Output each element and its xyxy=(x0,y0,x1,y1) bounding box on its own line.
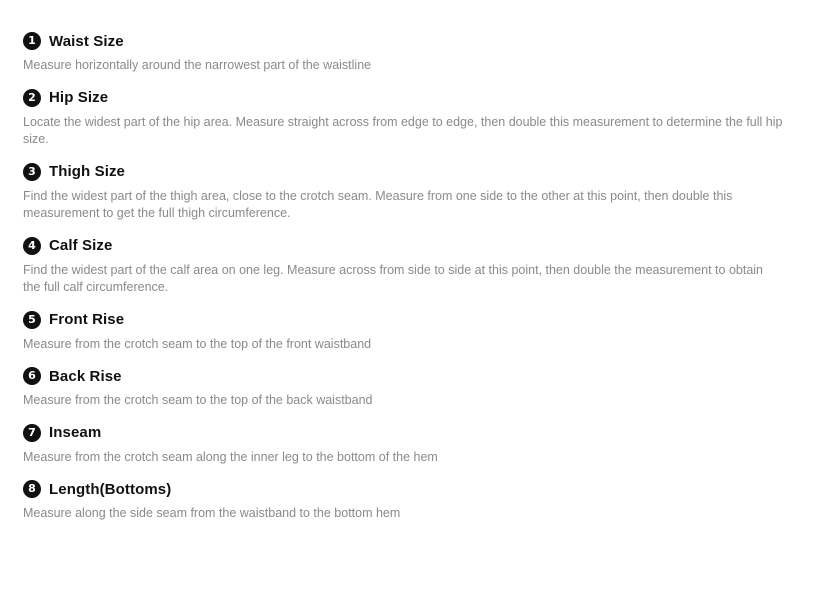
measurement-title: Hip Size xyxy=(49,89,109,106)
measurement-title: Calf Size xyxy=(49,237,113,254)
number-badge-icon: 2 xyxy=(23,89,41,107)
measurement-item-length-bottoms xyxy=(23,479,793,523)
measurement-title: Inseam xyxy=(49,424,102,441)
measurement-item-thigh-size xyxy=(23,162,793,223)
measurement-title: Back Rise xyxy=(49,367,122,385)
measurement-title: Front Rise xyxy=(49,311,125,328)
measurement-item-hip-size xyxy=(23,88,793,149)
measurement-description: Measure horizontally around the narrowest part of the waistline xyxy=(23,58,372,72)
measurement-description: Measure from the crotch seam to the top of the back waistband xyxy=(23,393,373,407)
number-badge-icon: 8 xyxy=(23,480,41,498)
measurement-item-header xyxy=(23,236,793,256)
measurement-item-waist-size xyxy=(23,31,793,75)
number-badge-icon: 1 xyxy=(23,32,41,50)
measurement-item-back-rise xyxy=(23,366,793,410)
measurement-item-inseam xyxy=(23,423,793,467)
measurement-item-front-rise xyxy=(23,310,793,354)
measurement-title: Length(Bottoms) xyxy=(49,480,172,498)
measurement-description: Measure from the crotch seam along the inner leg to the bottom of the hem xyxy=(23,449,438,464)
measurement-item-header xyxy=(23,88,793,108)
measurement-title: Thigh Size xyxy=(49,163,125,180)
measurement-description: Find the widest part of the thigh area, close to the crotch seam. Measure from one side to the other at this point, then double this measurement to get the full thigh circumference. xyxy=(23,188,733,220)
number-badge-icon: 4 xyxy=(23,237,41,255)
number-badge-icon: 3 xyxy=(23,163,41,181)
measurement-item-header xyxy=(23,479,793,499)
measurement-description: Locate the widest part of the hip area. Measure straight across from edge to edge, then double this measurement to determine the full hip size. xyxy=(23,114,783,146)
number-badge-icon: 6 xyxy=(23,367,41,385)
measurement-item-header xyxy=(23,423,793,443)
measurement-item-header xyxy=(23,366,793,386)
number-badge-icon: 7 xyxy=(23,424,41,442)
measurement-item-header xyxy=(23,310,793,330)
measurement-description: Measure along the side seam from the waistband to the bottom hem xyxy=(23,506,401,520)
measurement-item-header xyxy=(23,31,793,51)
measurement-item-header xyxy=(23,162,793,182)
measurement-title: Waist Size xyxy=(49,32,124,50)
measurement-description: Find the widest part of the calf area on one leg. Measure across from side to side at this point, then double the measurement to obtain the full calf circumference. xyxy=(23,262,764,294)
measurement-description: Measure from the crotch seam to the top of the front waistband xyxy=(23,336,372,351)
number-badge-icon: 5 xyxy=(23,311,41,329)
measurement-item-calf-size xyxy=(23,236,793,297)
